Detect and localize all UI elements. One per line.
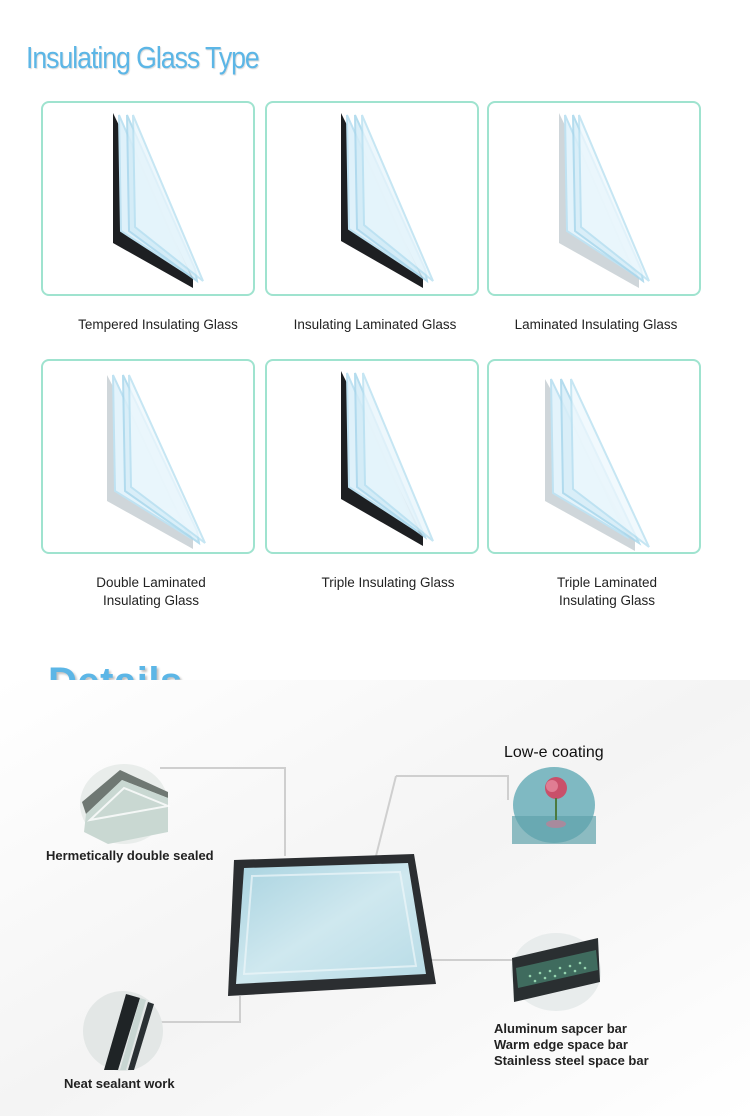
double-pane-dark-edge-image — [43, 103, 255, 296]
product-caption-5: Triple Insulating Glass — [321, 575, 455, 590]
product-caption-6: Triple Laminated Insulating Glass — [556, 575, 658, 608]
spacer-labels — [494, 1021, 649, 1069]
section-title: Insulating Glass Type — [26, 40, 259, 75]
spacer-bar-image — [510, 932, 602, 1012]
sealed-label: Hermetically double sealed — [46, 848, 214, 863]
low-e-label: Low-e coating — [504, 744, 604, 761]
double-pane-light-edge-image — [43, 361, 255, 554]
double-pane-dark-edge-image — [267, 103, 479, 296]
insulated-glass-unit-image — [222, 850, 442, 1000]
sealed-corner-image — [78, 762, 170, 846]
spacer-label-aluminum: Aluminum sapcer bar — [494, 1021, 627, 1036]
spacer-label-warm-edge: Warm edge space bar — [494, 1037, 628, 1052]
sealant-label: Neat sealant work — [64, 1076, 175, 1091]
sealant-edge-image — [82, 990, 164, 1072]
product-card-double-laminated[interactable] — [41, 359, 255, 554]
low-e-rose-image — [512, 766, 596, 844]
product-caption-2: Insulating Laminated Glass — [293, 317, 457, 332]
product-caption-3: Laminated Insulating Glass — [514, 317, 678, 332]
product-caption-4: Double Laminated Insulating Glass — [96, 575, 206, 608]
spacer-label-stainless: Stainless steel space bar — [494, 1053, 649, 1068]
product-card-tempered[interactable] — [41, 101, 255, 296]
product-caption-1: Tempered Insulating Glass — [78, 317, 238, 332]
product-card-laminated-insulating[interactable] — [487, 101, 701, 296]
triple-pane-light-edge-image — [489, 361, 701, 554]
double-pane-light-edge-image — [489, 103, 701, 296]
triple-pane-dark-edge-image — [267, 361, 479, 554]
product-card-insulating-laminated[interactable] — [265, 101, 479, 296]
product-card-triple-laminated[interactable] — [487, 359, 701, 554]
product-card-triple-insulating[interactable] — [265, 359, 479, 554]
